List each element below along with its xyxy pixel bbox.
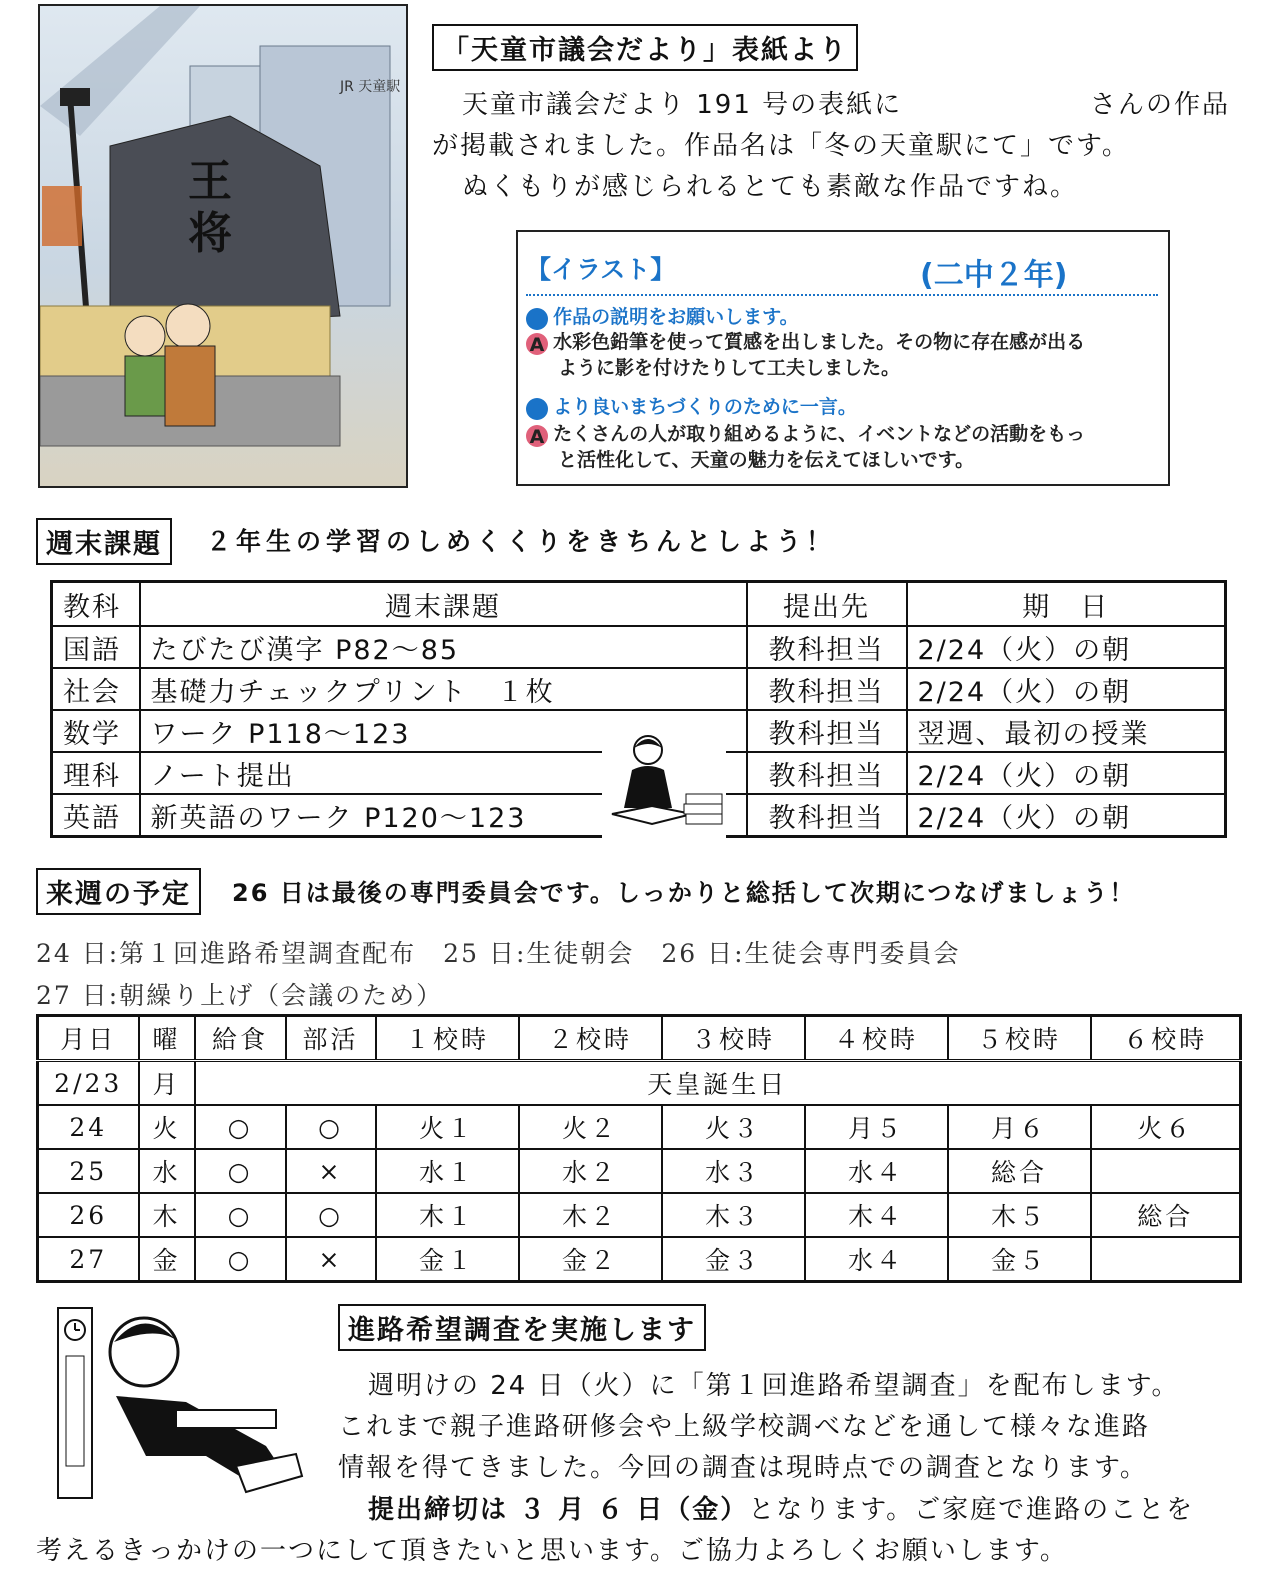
timetable-row: [38, 1061, 1241, 1106]
weekend-title: 週末課題: [36, 518, 172, 565]
header-cell: ６校時: [1091, 1016, 1241, 1061]
lunch-cell: ○: [195, 1149, 286, 1193]
period-cell: 火２: [519, 1105, 662, 1149]
period-cell: 金３: [662, 1237, 805, 1282]
day-cell: 木: [139, 1193, 195, 1237]
period-cell: 木１: [376, 1193, 519, 1237]
qa-a2-line1: たくさんの人が取り組めるように、イベントなどの活動をもっ: [553, 423, 1086, 445]
lunch-cell: ○: [195, 1193, 286, 1237]
period-cell: 火１: [376, 1105, 519, 1149]
qa-q2-text: より良いまちづくりのために一言。: [553, 396, 857, 418]
stone-text: 王将: [188, 156, 232, 259]
qa-q1-text: 作品の説明をお願いします。: [553, 306, 799, 328]
task-cell: ノート提出: [140, 752, 747, 794]
header-cell: 曜: [139, 1016, 195, 1061]
header-cell: １校時: [376, 1016, 519, 1061]
period-cell: 木４: [805, 1193, 948, 1237]
table-row: [52, 668, 1226, 710]
next-week-subtitle: 26 日は最後の専門委員会です。しっかりと総括して次期につなげましょう！: [232, 879, 1136, 907]
submit-to-cell: 教科担当: [747, 626, 907, 668]
date-cell: 24: [38, 1105, 139, 1149]
council-line2: が掲載されました。作品名は「冬の天童駅にて」です。: [432, 131, 1130, 161]
qa-a1-line2: ように影を付けたりして工夫しました。: [558, 357, 901, 379]
survey-line2: これまで親子進路研修会や上級学校調べなどを通して様々な進路: [338, 1412, 1151, 1442]
day-cell: 月: [139, 1061, 195, 1106]
header-cell: ４校時: [805, 1016, 948, 1061]
period-cell: 月５: [805, 1105, 948, 1149]
header-cell: 部活: [286, 1016, 376, 1061]
period-cell: 火６: [1091, 1105, 1241, 1149]
survey-line4-rest: となります。ご家庭で進路のことを: [748, 1495, 1195, 1525]
period-cell: [1091, 1237, 1241, 1282]
cover-illustration: [38, 4, 408, 488]
subject-cell: 数学: [52, 710, 140, 752]
period-cell: 水２: [519, 1149, 662, 1193]
club-cell: ×: [286, 1237, 376, 1282]
q-icon: Q: [526, 308, 548, 330]
lunch-cell: ○: [195, 1105, 286, 1149]
task-cell: 新英語のワーク P120〜123: [140, 794, 747, 837]
qa-label: 【イラスト】: [526, 255, 676, 284]
day-cell: 火: [139, 1105, 195, 1149]
period-cell: 総合: [1091, 1193, 1241, 1237]
timetable-row: [38, 1105, 1241, 1149]
qa-divider: [526, 294, 1158, 296]
subject-cell: 理科: [52, 752, 140, 794]
period-cell: [1091, 1149, 1241, 1193]
date-cell: 25: [38, 1149, 139, 1193]
date-cell: 2/23: [38, 1061, 139, 1106]
header-cell: 期 日: [907, 582, 1226, 627]
club-cell: ○: [286, 1193, 376, 1237]
period-cell: 総合: [948, 1149, 1091, 1193]
a-icon: A: [526, 425, 548, 447]
subject-cell: 英語: [52, 794, 140, 837]
qa-grade: (二中２年): [920, 258, 1068, 293]
schedule-line2: 27 日:朝繰り上げ（会議のため）: [36, 981, 444, 1010]
qa-a1-line1: 水彩色鉛筆を使って質感を出しました。その物に存在感が出る: [553, 331, 1086, 353]
day-cell: 水: [139, 1149, 195, 1193]
qa-answer-2: [526, 422, 1085, 447]
schedule-line1: 24 日:第１回進路希望調査配布 25 日:生徒朝会 26 日:生徒会専門委員会: [36, 939, 961, 968]
header-cell: 提出先: [747, 582, 907, 627]
period-cell: 金５: [948, 1237, 1091, 1282]
period-cell: 金２: [519, 1237, 662, 1282]
submit-to-cell: 教科担当: [747, 752, 907, 794]
period-cell: 火３: [662, 1105, 805, 1149]
thinking-student-icon: [56, 1306, 306, 1502]
header-cell: 給食: [195, 1016, 286, 1061]
deadline-cell: 2/24（火）の朝: [907, 626, 1226, 668]
qa-question-1: [526, 302, 799, 330]
period-cell: 木２: [519, 1193, 662, 1237]
a-icon: A: [526, 333, 548, 355]
council-line1b: さんの作品: [1090, 90, 1231, 120]
deadline-cell: 2/24（火）の朝: [907, 752, 1226, 794]
next-week-title: 来週の予定: [36, 868, 201, 915]
submit-to-cell: 教科担当: [747, 668, 907, 710]
station-sign: JR 天童駅: [340, 79, 401, 95]
lunch-cell: ○: [195, 1237, 286, 1282]
period-cell: 木５: [948, 1193, 1091, 1237]
table-header-row: [52, 582, 1226, 627]
survey-deadline: 提出締切は ３ 月 ６ 日（金）: [368, 1495, 749, 1525]
q-icon: Q: [526, 398, 548, 420]
survey-line3: 情報を得てきました。今回の調査は現時点での調査となります。: [338, 1453, 1148, 1483]
council-line3: ぬくもりが感じられるとても素敵な作品ですね。: [462, 172, 1079, 202]
header-cell: 週末課題: [140, 582, 747, 627]
period-cell: 水１: [376, 1149, 519, 1193]
header-cell: 教科: [52, 582, 140, 627]
subject-cell: 社会: [52, 668, 140, 710]
task-cell: ワーク P118〜123: [140, 710, 747, 752]
council-title: 「天童市議会だより」表紙より: [432, 24, 858, 71]
period-cell: 水４: [805, 1149, 948, 1193]
survey-line5: 考えるきっかけの一つにして頂きたいと思います。ご協力よろしくお願いします。: [36, 1536, 1068, 1566]
header-cell: ２校時: [519, 1016, 662, 1061]
deadline-cell: 2/24（火）の朝: [907, 668, 1226, 710]
date-cell: 26: [38, 1193, 139, 1237]
survey-title: 進路希望調査を実施します: [338, 1304, 706, 1351]
qa-question-2: [526, 392, 857, 420]
timetable: [36, 1014, 1242, 1283]
survey-line1: 週明けの 24 日（火）に「第１回進路希望調査」を配布します。: [368, 1371, 1180, 1401]
subject-cell: 国語: [52, 626, 140, 668]
header-cell: 月日: [38, 1016, 139, 1061]
submit-to-cell: 教科担当: [747, 794, 907, 837]
timetable-row: [38, 1237, 1241, 1282]
studying-student-icon: [602, 728, 726, 840]
day-cell: 金: [139, 1237, 195, 1282]
period-cell: 金１: [376, 1237, 519, 1282]
header-cell: ５校時: [948, 1016, 1091, 1061]
period-cell: 水４: [805, 1237, 948, 1282]
header-cell: ３校時: [662, 1016, 805, 1061]
task-cell: たびたび漢字 P82〜85: [140, 626, 747, 668]
council-line1a: 天童市議会だより 191 号の表紙に: [462, 90, 903, 120]
qa-a2-line2: と活性化して、天童の魅力を伝えてほしいです。: [558, 449, 975, 471]
submit-to-cell: 教科担当: [747, 710, 907, 752]
deadline-cell: 翌週、最初の授業: [907, 710, 1226, 752]
timetable-header-row: [38, 1016, 1241, 1061]
qa-answer-1: [526, 330, 1085, 355]
deadline-cell: 2/24（火）の朝: [907, 794, 1226, 837]
period-cell: 月６: [948, 1105, 1091, 1149]
weekend-subtitle: ２年生の学習のしめくくりをきちんとしよう！: [206, 527, 837, 556]
period-cell: 水３: [662, 1149, 805, 1193]
qa-box: [516, 230, 1170, 486]
timetable-row: [38, 1193, 1241, 1237]
date-cell: 27: [38, 1237, 139, 1282]
holiday-cell: 天皇誕生日: [195, 1061, 1241, 1106]
timetable-row: [38, 1149, 1241, 1193]
task-cell: 基礎力チェックプリント １枚: [140, 668, 747, 710]
period-cell: 木３: [662, 1193, 805, 1237]
survey-line4: [368, 1490, 1194, 1531]
table-row: [52, 626, 1226, 668]
club-cell: ×: [286, 1149, 376, 1193]
club-cell: ○: [286, 1105, 376, 1149]
